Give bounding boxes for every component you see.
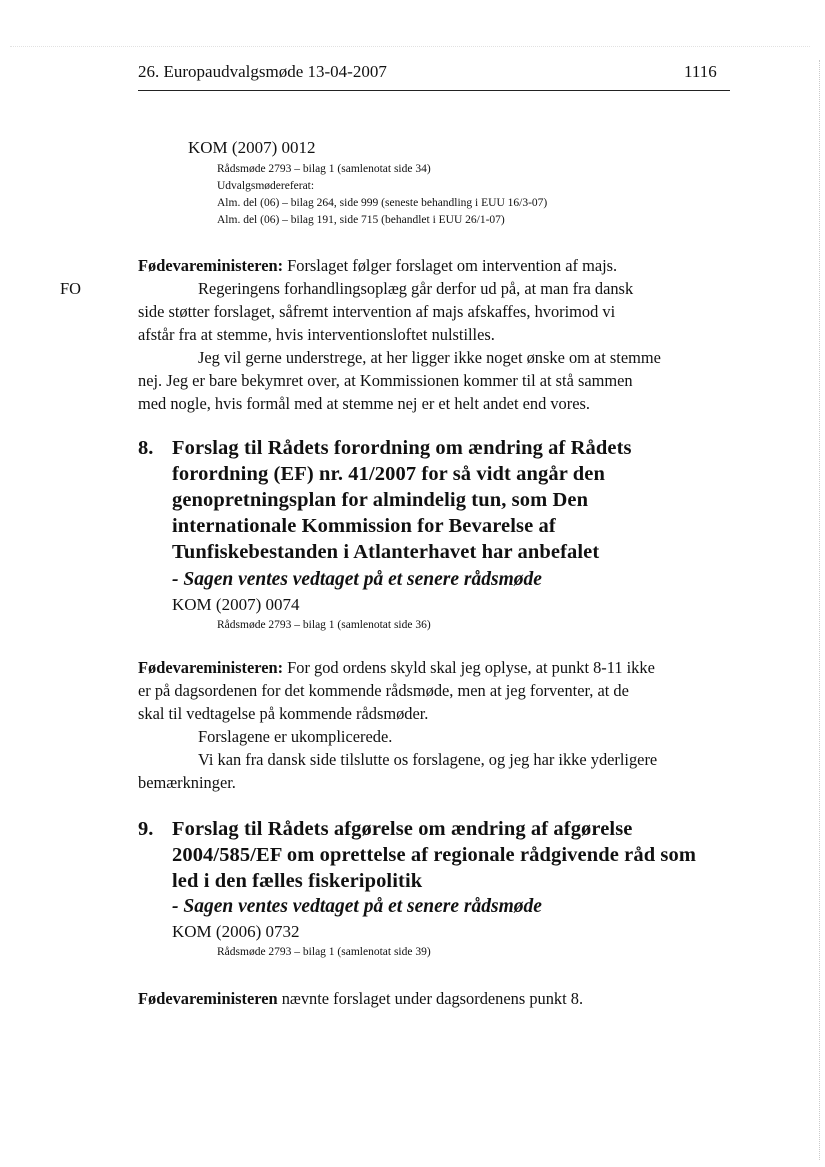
paragraph-line: skal til vedtagelse på kommende rådsmøder. bbox=[138, 704, 429, 723]
margin-note: FO bbox=[60, 279, 81, 298]
item-status: - Sagen ventes vedtaget på et senere rådsmøde bbox=[172, 896, 542, 917]
page-header-title: 26. Europaudvalgsmøde 13-04-2007 bbox=[138, 62, 387, 81]
kom-reference: KOM (2006) 0732 bbox=[172, 922, 300, 941]
speaker-name: Fødevareministeren: bbox=[138, 658, 284, 677]
paragraph-text: Forslaget følger forslaget om intervention af majs. bbox=[283, 256, 618, 275]
item-number: 9. bbox=[138, 818, 154, 840]
paragraph-line bbox=[138, 658, 655, 678]
item-heading: internationale Kommission for Bevarelse af bbox=[172, 515, 556, 537]
item-heading: 2004/585/EF om oprettelse af regionale rådgivende råd som bbox=[172, 844, 697, 866]
paragraph-line: Forslagene er ukomplicerede. bbox=[198, 727, 393, 746]
header-rule bbox=[138, 90, 730, 91]
ref-line: Rådsmøde 2793 – bilag 1 (samlenotat side 34) bbox=[217, 163, 431, 175]
paragraph-text: nævnte forslaget under dagsordenens punkt 8. bbox=[277, 989, 584, 1008]
paragraph-line bbox=[138, 989, 583, 1009]
speaker-name: Fødevareministeren: bbox=[138, 256, 284, 275]
item-heading: Forslag til Rådets forordning om ændring af Rådets bbox=[172, 437, 632, 459]
paragraph-line: med nogle, hvis formål med at stemme nej er et helt andet end vores. bbox=[138, 394, 590, 413]
page-number: 1116 bbox=[684, 62, 717, 81]
paragraph-line: side støtter forslaget, såfremt intervention af majs afskaffes, hvorimod vi bbox=[138, 302, 616, 321]
kom-reference: KOM (2007) 0012 bbox=[188, 138, 316, 157]
ref-line: Udvalgsmødereferat: bbox=[217, 180, 315, 192]
kom-reference: KOM (2007) 0074 bbox=[172, 595, 300, 614]
item-heading: forordning (EF) nr. 41/2007 for så vidt angår den bbox=[172, 463, 605, 485]
paragraph-line: Vi kan fra dansk side tilslutte os forslagene, og jeg har ikke yderligere bbox=[198, 750, 658, 769]
paragraph-line bbox=[138, 256, 617, 276]
paragraph-line: bemærkninger. bbox=[138, 773, 236, 792]
item-heading: Tunfiskebestanden i Atlanterhavet har anbefalet bbox=[172, 541, 600, 563]
paragraph-line: Jeg vil gerne understrege, at her ligger ikke noget ønske om at stemme bbox=[198, 348, 661, 367]
ref-line: Alm. del (06) – bilag 191, side 715 (behandlet i EUU 26/1-07) bbox=[217, 214, 505, 226]
scan-artifact bbox=[10, 46, 810, 47]
ref-line: Rådsmøde 2793 – bilag 1 (samlenotat side 39) bbox=[217, 946, 431, 958]
ref-line: Alm. del (06) – bilag 264, side 999 (seneste behandling i EUU 16/3-07) bbox=[217, 197, 548, 209]
item-heading: genopretningsplan for almindelig tun, som Den bbox=[172, 489, 589, 511]
paragraph-line: nej. Jeg er bare bekymret over, at Kommissionen kommer til at stå sammen bbox=[138, 371, 633, 390]
paragraph-line: afstår fra at stemme, hvis interventionsloftet nulstilles. bbox=[138, 325, 495, 344]
item-heading: Forslag til Rådets afgørelse om ændring af afgørelse bbox=[172, 818, 633, 840]
scan-edge bbox=[818, 60, 820, 1160]
speaker-name: Fødevareministeren bbox=[138, 989, 278, 1008]
ref-line: Rådsmøde 2793 – bilag 1 (samlenotat side 36) bbox=[217, 619, 431, 631]
item-status: - Sagen ventes vedtaget på et senere rådsmøde bbox=[172, 569, 542, 590]
paragraph-line: Regeringens forhandlingsoplæg går derfor ud på, at man fra dansk bbox=[198, 279, 634, 298]
item-number: 8. bbox=[138, 437, 154, 459]
item-heading: led i den fælles fiskeripolitik bbox=[172, 870, 423, 892]
paragraph-line: er på dagsordenen for det kommende rådsmøde, men at jeg forventer, at de bbox=[138, 681, 629, 700]
paragraph-text: For god ordens skyld skal jeg oplyse, at punkt 8-11 ikke bbox=[283, 658, 655, 677]
